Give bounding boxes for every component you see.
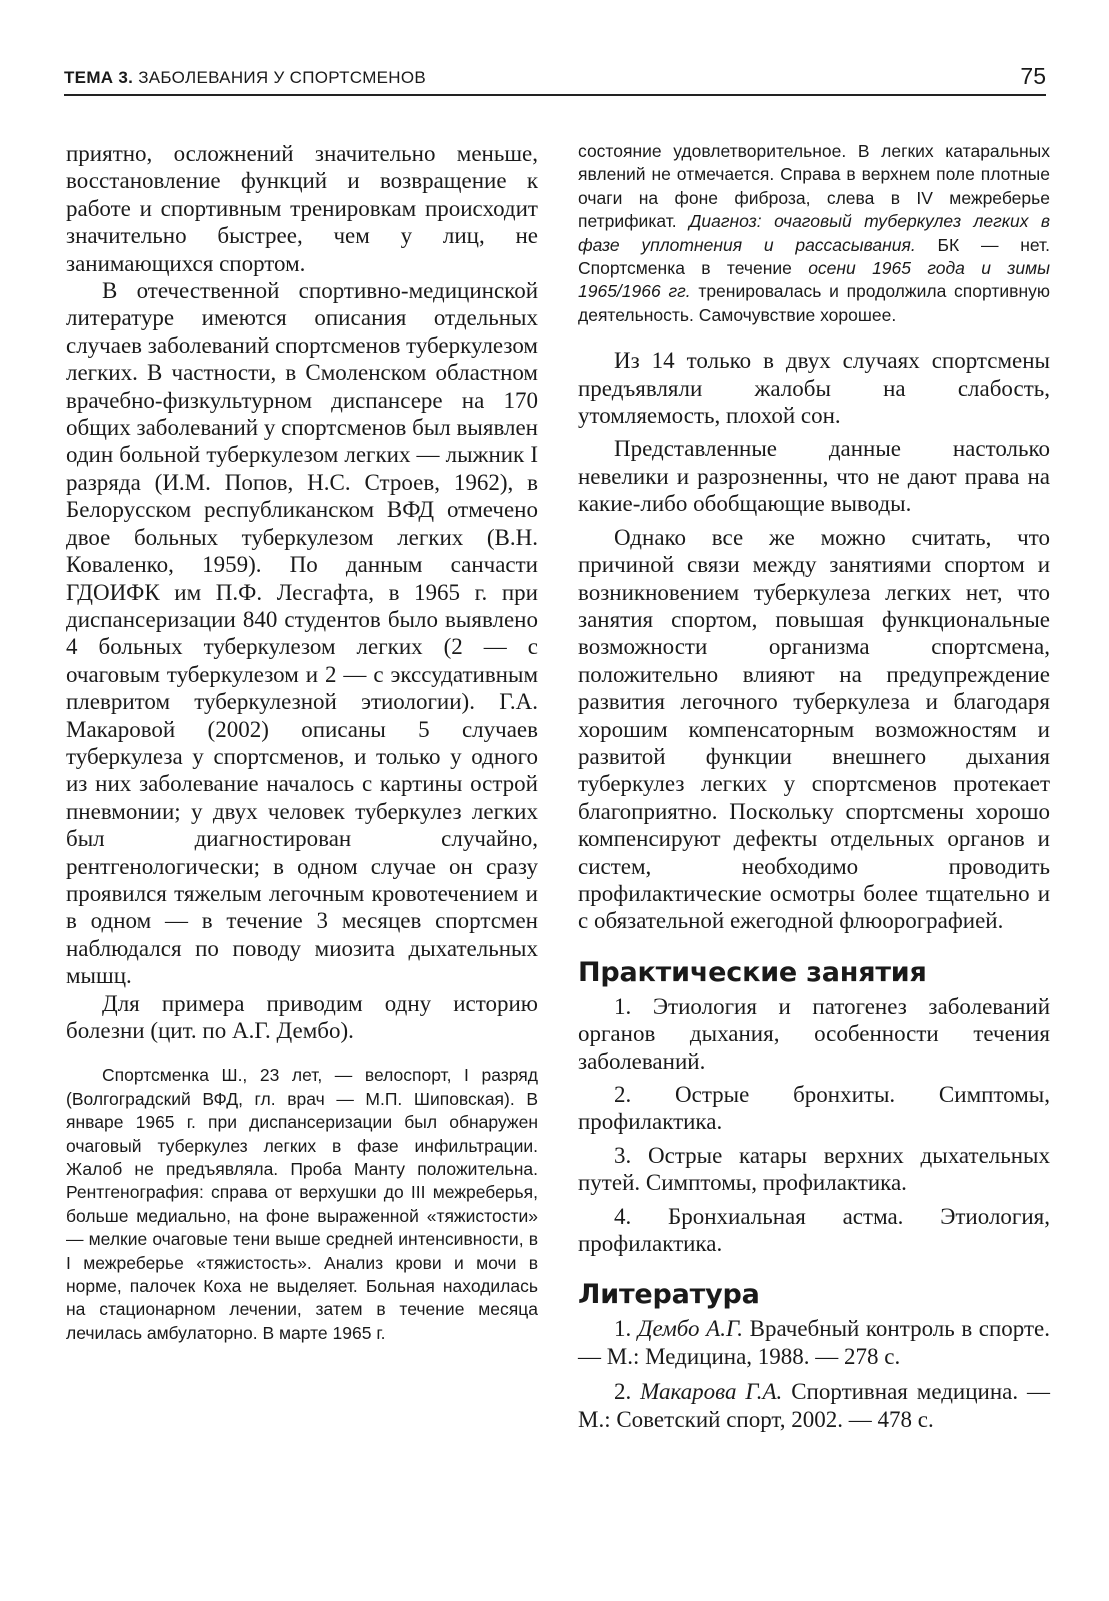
literature-num: 1. [614,1316,632,1342]
paragraph: Из 14 только в двух случаях спортсмены предъявляли жалобы на слабость, утомляемость, плохой сон. [578,348,1050,429]
literature-num: 2. [614,1379,632,1405]
case-history-continued [578,140,1050,327]
literature-author: Макарова Г.А. [640,1379,783,1405]
diagnosis-label: Диагноз: [689,211,762,232]
case-text: тренировалась и продолжила спортивную деятельность. Самочувствие хорошее. [578,281,1050,325]
literature-rest: Спортивная медицина. — М.: Советский спорт, 2002. — 478 с. [578,1379,1051,1432]
case-period: осени 1965 года и зимы 1965/1966 гг. [578,258,1050,302]
literature-entry [578,1315,1050,1370]
literature-entry [578,1378,1050,1433]
diagnosis-text: очаговый туберкулез легких в фазе уплотнения и рассасывания. [578,211,1050,255]
paragraph: Однако все же можно считать, что причиной связи между занятиями спортом и возникновением туберкулеза легких нет, что занятия спортом, повышая функциональные возможности организма спортсмена, положительно влияют на предупреждение развития легочного туберкулеза и благодаря хорошим компенсаторным возможностям и развитой функции внешнего дыхания туберкулез легких у спортсменов протекает благоприятно. Поскольку спортсмены хорошо компенсируют дефекты отдельных органов и систем, необходимо проводить профилактические осмотры более тщательно и с обязательной ежегодной флюорографией. [578,524,1050,934]
page-number: 75 [1020,63,1046,89]
paragraph: В отечественной спортивно-медицинской литературе имеются описания отдельных случаев заболеваний спортсменов туберкулезом легких. В частности, в Смоленском областном врачебно-физкультурном диспансере на 170 общих заболеваний у спортсменов был выявлен один больной туберкулезом легких — лыжник I разряда (И.М. Попов, Н.С. Строев, 1962), в Белорусском республиканском ВФД отмечено двое больных туберкулезом легких (В.Н. Коваленко, 1959). По данным санчасти ГДОИФК им П.Ф. Лесгафта, в 1965 г. при диспансеризации 840 студентов было выявлено 4 больных туберкулезом легких (2 — с очаговым туберкулезом и 2 — с экссудативным плевритом туберкулезной этиологии). Г.А. Макаровой (2002) описаны 5 случаев туберкулеза у спортсменов, и только у одного из них заболевание началось с картины острой пневмонии; у двух человек туберкулез легких был диагностирован случайно, рентгенологически; в одном случае он сразу проявился тяжелым легочным кровотечением и в одном — в течение 3 месяцев спортсмен наблюдался по поводу миозита дыхательных мышц. [66,278,538,989]
running-title [64,68,426,88]
practice-item: 3. Острые катары верхних дыхательных путей. Симптомы, профилактика. [578,1142,1050,1196]
paragraph: Представленные данные настолько невелики и разрозненны, что не дают права на какие-либо обобщающие выводы. [578,436,1050,517]
running-header [64,60,1046,96]
practice-item: 2. Острые бронхиты. Симптомы, профилактика. [578,1082,1050,1135]
practice-heading: Практические занятия [578,956,927,988]
left-column [66,140,538,1345]
topic-label: ТЕМА 3. [64,68,134,87]
literature-rest: Врачебный контроль в спорте. — М.: Медицина, 1988. — 278 с. [578,1316,1051,1369]
literature-author: Дембо А.Г. [637,1316,744,1342]
right-column [578,140,1050,1433]
topic-title: ЗАБОЛЕВАНИЯ У СПОРТСМЕНОВ [138,68,427,87]
practice-item: 1. Этиология и патогенез заболеваний органов дыхания, особенности течения заболеваний. [578,993,1050,1074]
practice-item: 4. Бронхиальная астма. Этиология, профилактика. [578,1203,1050,1257]
case-history: Спортсменка Ш., 23 лет, — велоспорт, I разряд (Волгоградский ВФД, гл. врач — М.П. Шиповская). В январе 1965 г. при диспансеризации был обнаружен очаговый туберкулез легких в фазе инфильтрации. Жалоб не предъявляла. Проба Манту положительна. Рентгенография: справа от верхушки до III межреберья, больше медиально, на фоне выраженной «тяжистости» — мелкие очаговые тени выше средней интенсивности, в I межреберье «тяжистость». Анализ крови и мочи в норме, палочек Коха не выделяет. Больная находилась на стационарном лечении, затем в течение месяца лечилась амбулаторно. В марте 1965 г. [66,1065,538,1343]
literature-heading: Литература [578,1279,760,1311]
case-text: БК — нет. Спортсменка в течение [578,234,1050,279]
case-text: состояние удовлетворительное. В легких катаральных явлений не отмечается. Справа в верхнем поле плотные очаги на фоне фиброза, слева в IV межреберье петрификат. [578,141,1050,232]
paragraph: Для примера приводим одну историю болезни (цит. по А.Г. Дембо). [66,990,538,1043]
paragraph: приятно, осложнений значительно меньше, восстановление функций и возвращение к работе и спортивным тренировкам происходит значительно быстрее, чем у лиц, не занимающихся спортом. [66,141,538,276]
